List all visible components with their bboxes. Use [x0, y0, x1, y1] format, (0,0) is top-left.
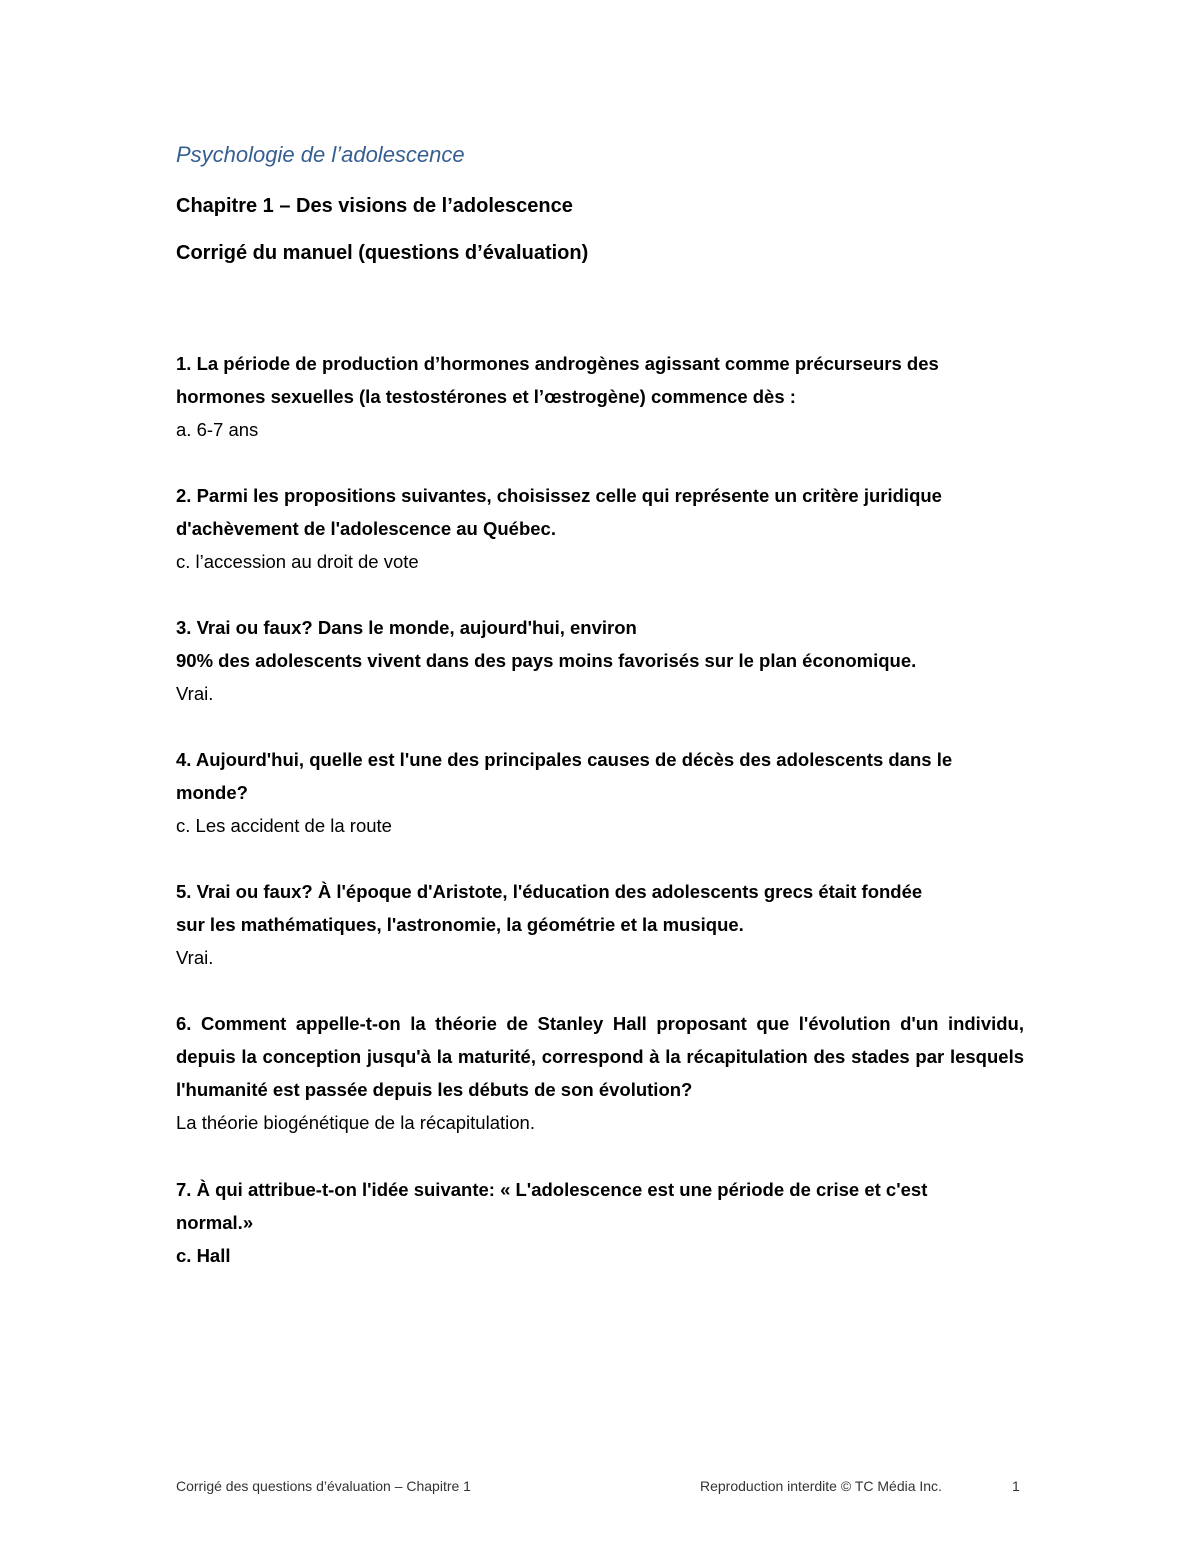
question-3-line-2: 90% des adolescents vivent dans des pays moins favorisés sur le plan économique.: [176, 650, 917, 671]
question-block-6: [176, 1007, 1024, 1139]
chapter-heading: Chapitre 1 – Des visions de l’adolescence: [176, 195, 573, 217]
question-4-line-1: 4. Aujourd'hui, quelle est l'une des principales causes de décès des adolescents dans le: [176, 749, 953, 770]
footer-page-number: 1: [1012, 1478, 1020, 1494]
question-7-line-2: normal.»: [176, 1212, 254, 1233]
question-2-line-1: 2. Parmi les propositions suivantes, choisissez celle qui représente un critère juridique: [176, 485, 942, 506]
answer-4: c. Les accident de la route: [176, 815, 392, 836]
question-7-line-1: 7. À qui attribue-t-on l'idée suivante: « L'adolescence est une période de crise et c'est: [176, 1179, 928, 1200]
answer-5: Vrai.: [176, 947, 214, 968]
document-title: Psychologie de l’adolescence: [176, 142, 465, 167]
question-block-3: [176, 611, 1024, 710]
answer-7: c. Hall: [176, 1245, 231, 1266]
footer-copyright: Reproduction interdite © TC Média Inc.: [700, 1478, 942, 1494]
question-5-line-1: 5. Vrai ou faux? À l'époque d'Aristote, l'éducation des adolescents grecs était fondée: [176, 881, 923, 902]
answer-3: Vrai.: [176, 683, 214, 704]
answer-2: c. l’accession au droit de vote: [176, 551, 419, 572]
question-block-1: [176, 347, 1024, 446]
question-3-line-1: 3. Vrai ou faux? Dans le monde, aujourd'hui, environ: [176, 617, 637, 638]
question-2-line-2: d'achèvement de l'adolescence au Québec.: [176, 518, 556, 539]
answer-1: a. 6-7 ans: [176, 419, 259, 440]
question-block-2: [176, 479, 1024, 578]
answer-6: La théorie biogénétique de la récapitulation.: [176, 1112, 535, 1133]
question-4-line-2: monde?: [176, 782, 248, 803]
footer-chapter-label: Corrigé des questions d’évaluation – Chapitre 1: [176, 1478, 471, 1494]
question-block-4: [176, 743, 1024, 842]
question-1-line-2: hormones sexuelles (la testostérones et l’œstrogène) commence dès :: [176, 386, 796, 407]
question-block-5: [176, 875, 1024, 974]
document-subtitle: Corrigé du manuel (questions d’évaluation): [176, 242, 589, 264]
question-block-7: [176, 1173, 1024, 1272]
question-1-line-1: 1. La période de production d’hormones androgènes agissant comme précurseurs des: [176, 353, 939, 374]
question-5-line-2: sur les mathématiques, l'astronomie, la géométrie et la musique.: [176, 914, 744, 935]
question-6-text: 6. Comment appelle-t-on la théorie de Stanley Hall proposant que l'évolution d'un individu, depuis la conception jusqu'à la maturité, correspond à la récapitulation des stades par lesquels l'humanité est passée depuis les débuts de son évolution?: [176, 1013, 1024, 1100]
